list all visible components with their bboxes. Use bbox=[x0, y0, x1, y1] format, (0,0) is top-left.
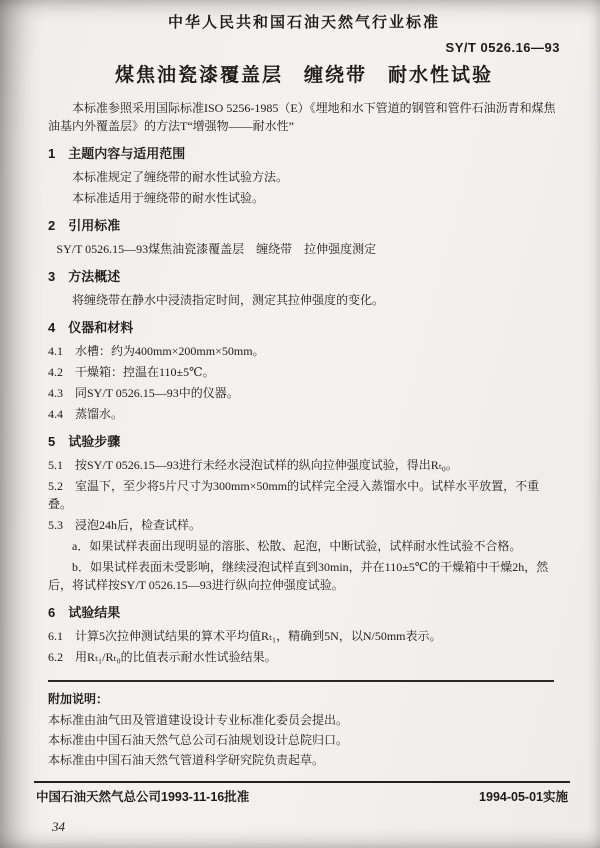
paragraph: 4.3 同SY/T 0526.15—93中的仪器。 bbox=[48, 386, 239, 400]
section-heading bbox=[48, 433, 560, 451]
section-heading bbox=[48, 319, 560, 337]
paragraph: 6.1 计算5次拉伸测试结果的算术平均值Rₜ₁，精确到5N，以N/50mm表示。 bbox=[48, 629, 442, 643]
section-apparatus bbox=[48, 319, 560, 423]
section-method-summary bbox=[48, 268, 560, 309]
section-results bbox=[48, 604, 560, 666]
paragraph: 5.3 浸泡24h后，检查试样。 bbox=[48, 518, 202, 532]
section-references bbox=[48, 217, 560, 258]
section-title: 主题内容与适用范围 bbox=[68, 146, 186, 161]
section-number: 1 bbox=[48, 146, 56, 161]
footer bbox=[36, 788, 568, 806]
additional-notes bbox=[48, 690, 560, 769]
page-number: 34 bbox=[52, 819, 65, 834]
paragraph: 将缠绕带在静水中浸渍指定时间，测定其拉伸强度的变化。 bbox=[72, 293, 385, 307]
paragraph: a．如果试样表面出现明显的溶胀、松散、起泡，中断试验，试样耐水性试验不合格。 bbox=[72, 539, 522, 553]
document-title: 煤焦油瓷漆覆盖层 缠绕带 耐水性试验 bbox=[114, 65, 493, 86]
section-heading bbox=[48, 604, 560, 622]
section-number: 2 bbox=[48, 218, 56, 233]
approval-statement: 中国石油天然气总公司1993-11-16批准 bbox=[36, 790, 250, 804]
paragraph: 5.1 按SY/T 0526.15—93进行未经水浸泡试样的纵向拉伸强度试验，得出Rₜ₀。 bbox=[48, 458, 458, 472]
section-heading bbox=[48, 217, 560, 235]
notes-heading: 附加说明： bbox=[48, 692, 109, 706]
paragraph: 4.1 水槽：约为400mm×200mm×50mm。 bbox=[48, 344, 265, 358]
implementation-date: 1994-05-01实施 bbox=[479, 790, 568, 804]
paragraph: 4.4 蒸馏水。 bbox=[48, 407, 124, 421]
standard-number: SY/T 0526.16—93 bbox=[445, 40, 560, 55]
paragraph: 本标准规定了缠绕带的耐水性试验方法。 bbox=[72, 170, 289, 184]
section-number: 3 bbox=[48, 269, 56, 284]
standard-type-header: 中华人民共和国石油天然气行业标准 bbox=[167, 14, 440, 31]
footer-rule bbox=[34, 781, 570, 783]
paragraph: 5.2 室温下，至少将5片尺寸为300mm×50mm的试样完全浸入蒸馏水中。试样水平放置，不重叠。 bbox=[48, 479, 540, 511]
notes-divider bbox=[48, 680, 554, 682]
intro-paragraph: 本标准参照采用国际标准ISO 5256-1985（E）《埋地和水下管道的钢管和管件石油沥青和煤焦油基内外覆盖层》的方法T“增强物——耐水性” bbox=[48, 101, 556, 133]
section-number: 5 bbox=[48, 434, 56, 449]
section-procedure bbox=[48, 433, 560, 594]
paragraph: 4.2 干燥箱：控温在110±5℃。 bbox=[48, 365, 215, 379]
section-number: 4 bbox=[48, 320, 56, 335]
paragraph: b．如果试样表面未受影响，继续浸泡试样直到30min，并在110±5℃的干燥箱中干燥2h，然后，将试样按SY/T 0526.15—93进行纵向拉伸强度试验。 bbox=[48, 560, 549, 592]
note-line: 本标准由中国石油天然气管道科学研究院负责起草。 bbox=[48, 753, 325, 767]
section-scope bbox=[48, 145, 560, 207]
section-heading bbox=[48, 145, 560, 163]
section-heading bbox=[48, 268, 560, 286]
section-title: 试验结果 bbox=[68, 605, 121, 620]
section-title: 引用标准 bbox=[68, 218, 121, 233]
section-number: 6 bbox=[48, 605, 56, 620]
section-title: 方法概述 bbox=[68, 269, 121, 284]
paragraph: 6.2 用Rₜ₁/Rₜ₀的比值表示耐水性试验结果。 bbox=[48, 650, 277, 664]
section-title: 仪器和材料 bbox=[68, 320, 134, 335]
paragraph: 本标准适用于缠绕带的耐水性试验。 bbox=[72, 191, 265, 205]
note-line: 本标准由油气田及管道建设设计专业标准化委员会提出。 bbox=[48, 713, 349, 727]
paragraph: SY/T 0526.15—93煤焦油瓷漆覆盖层 缠绕带 拉伸强度测定 bbox=[56, 242, 377, 256]
section-title: 试验步骤 bbox=[68, 434, 121, 449]
note-line: 本标准由中国石油天然气总公司石油规划设计总院归口。 bbox=[48, 733, 349, 747]
